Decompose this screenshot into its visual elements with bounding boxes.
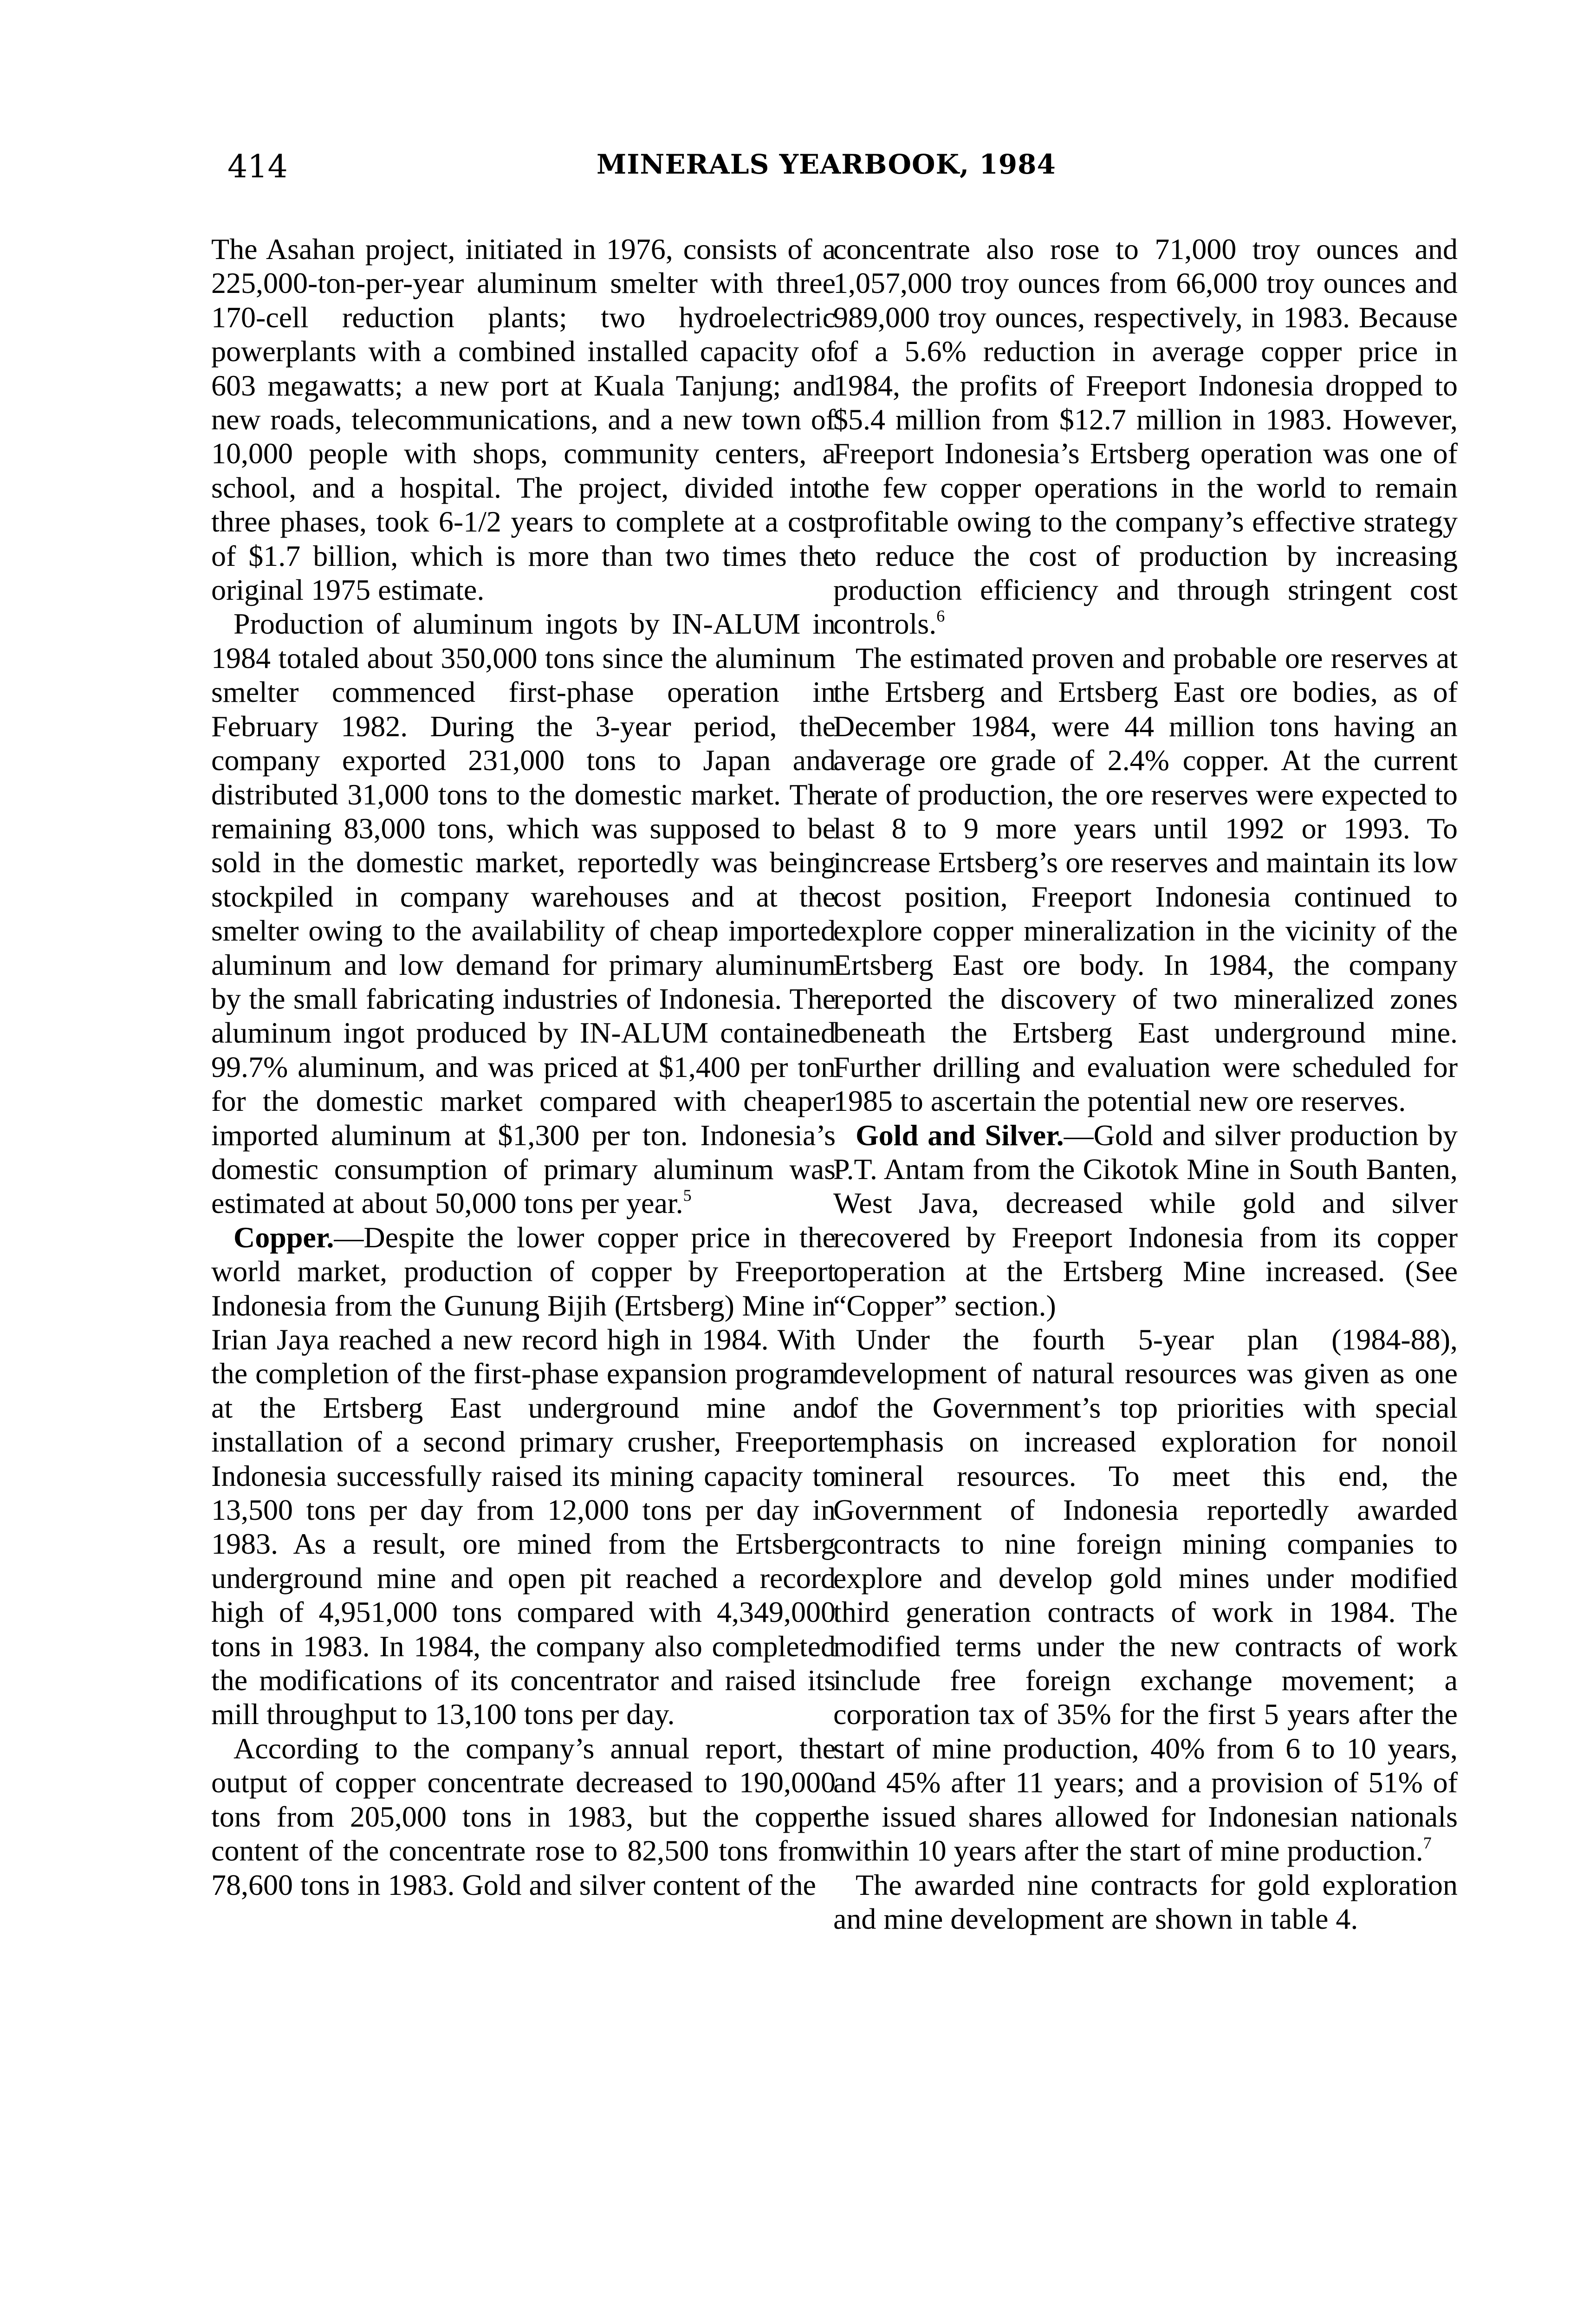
paragraph-asahan-project: [211, 232, 836, 607]
footnote-ref: 7: [1423, 1834, 1432, 1853]
paragraph-text: Under the fourth 5-year plan (1984-88), development of natural resources was given as one of the Government’s top priorities with special emphasis on increased exploration for nonoil mineral resources. To meet this end, the Government of Indonesia reportedly awarded contracts to nine foreign mining companies to explore and develop gold mines under modified third generation contracts of work in 1984. The modified terms under the new contracts of work include free foreign exchange movement; a corporation tax of 35% for the first 5 years after the start of mine production, 40% from 6 to 10 years, and 45% after 11 years; and a provision of 51% of the issued shares allowed for Indonesian nationals within 10 years after the start of mine production.: [833, 1323, 1458, 1867]
paragraph-text: The awarded nine contracts for gold exploration and mine development are shown in table 4.: [833, 1868, 1458, 1935]
paragraph-concentrate-continued: [833, 232, 1458, 641]
paragraph-five-year-plan: [833, 1323, 1458, 1868]
footnote-ref: 5: [683, 1186, 692, 1205]
page-header: [0, 149, 1596, 195]
paragraph-copper: [211, 1220, 836, 1731]
footnote-ref: 6: [936, 607, 945, 626]
paragraph-awarded-contracts: [833, 1868, 1458, 1936]
paragraph-gold-silver: [833, 1118, 1458, 1323]
paragraph-ore-reserves: [833, 641, 1458, 1118]
paragraph-text: The estimated proven and probable ore reserves at the Ertsberg and Ertsberg East ore bodies, as of December 1984, were 44 million tons having an average ore grade of 2.4% copper. At the current rate of production, the ore reserves were expected to last 8 to 9 more years until 1992 or 1993. To increase Ertsberg’s ore reserves and maintain its low cost position, Freeport Indonesia continued to explore copper mineralization in the vicinity of the Ertsberg East ore body. In 1984, the company reported the discovery of two mineralized zones beneath the Ertsberg East underground mine. Further drilling and evaluation were scheduled for 1985 to ascertain the potential new ore reserves.: [833, 641, 1458, 1118]
right-column: [833, 232, 1458, 1936]
paragraph-aluminum-production: [211, 607, 836, 1220]
paragraph-annual-report: [211, 1731, 836, 1902]
left-column: [211, 232, 836, 1902]
paragraph-text: —Gold and silver production by P.T. Antam from the Cikotok Mine in South Banten, West Java, decreased while gold and silver recovered by Freeport Indonesia from its copper operation at the Ertsberg Mine increased. (See “Copper” section.): [833, 1118, 1458, 1322]
paragraph-text: Production of aluminum ingots by IN-ALUM in 1984 totaled about 350,000 tons since the aluminum smelter commenced first-phase operation in February 1982. During the 3-year period, the company exported 231,000 tons to Japan and distributed 31,000 tons to the domestic market. The remaining 83,000 tons, which was supposed to be sold in the domestic market, reportedly was being stockpiled in company warehouses and at the smelter owing to the availability of cheap imported aluminum and low demand for primary aluminum by the small fabricating industries of Indonesia. The aluminum ingot produced by IN-ALUM contained 99.7% aluminum, and was priced at $1,400 per ton for the domestic market compared with cheaper imported aluminum at $1,300 per ton. Indonesia’s domestic consumption of primary aluminum was estimated at about 50,000 tons per year.: [211, 607, 836, 1220]
section-heading-copper: Copper.: [234, 1220, 334, 1254]
paragraph-text: —Despite the lower copper price in the world market, production of copper by Freeport Indonesia from the Gunung Bijih (Ertsberg) Mine in Irian Jaya reached a new record high in 1984. With the completion of the first-phase expansion program at the Ertsberg East underground mine and installation of a second primary crusher, Freeport Indonesia successfully raised its mining capacity to 13,500 tons per day from 12,000 tons per day in 1983. As a result, ore mined from the Ertsberg underground mine and open pit reached a record high of 4,951,000 tons compared with 4,349,000 tons in 1983. In 1984, the company also completed the modifications of its concentrator and raised its mill throughput to 13,100 tons per day.: [211, 1220, 836, 1731]
paragraph-text: concentrate also rose to 71,000 troy ounces and 1,057,000 troy ounces from 66,000 troy ounces and 989,000 troy ounces, respectively, in 1983. Because of a 5.6% reduction in average copper price in 1984, the profits of Freeport Indonesia dropped to $5.4 million from $12.7 million in 1983. However, Freeport Indonesia’s Ertsberg operation was one of the few copper operations in the world to remain profitable owing to the company’s effective strategy to reduce the cost of production by increasing production efficiency and through stringent cost controls.: [833, 233, 1458, 641]
section-heading-gold-silver: Gold and Silver.: [856, 1118, 1064, 1152]
paragraph-text: According to the company’s annual report, the output of copper concentrate decreased to 190,000 tons from 205,000 tons in 1983, but the copper content of the concentrate rose to 82,500 tons from 78,600 tons in 1983. Gold and silver content of the: [211, 1731, 836, 1901]
page-number: 414: [227, 149, 288, 185]
running-title: MINERALS YEARBOOK, 1984: [597, 149, 1056, 180]
paragraph-text: The Asahan project, initiated in 1976, consists of a 225,000-ton-per-year aluminum smelter with three 170-cell reduction plants; two hydroelectric powerplants with a combined installed capacity of 603 megawatts; a new port at Kuala Tanjung; and new roads, telecommunications, and a new town of 10,000 people with shops, community centers, a school, and a hospital. The project, divided into three phases, took 6-1/2 years to complete at a cost of $1.7 billion, which is more than two times the original 1975 estimate.: [211, 233, 836, 607]
